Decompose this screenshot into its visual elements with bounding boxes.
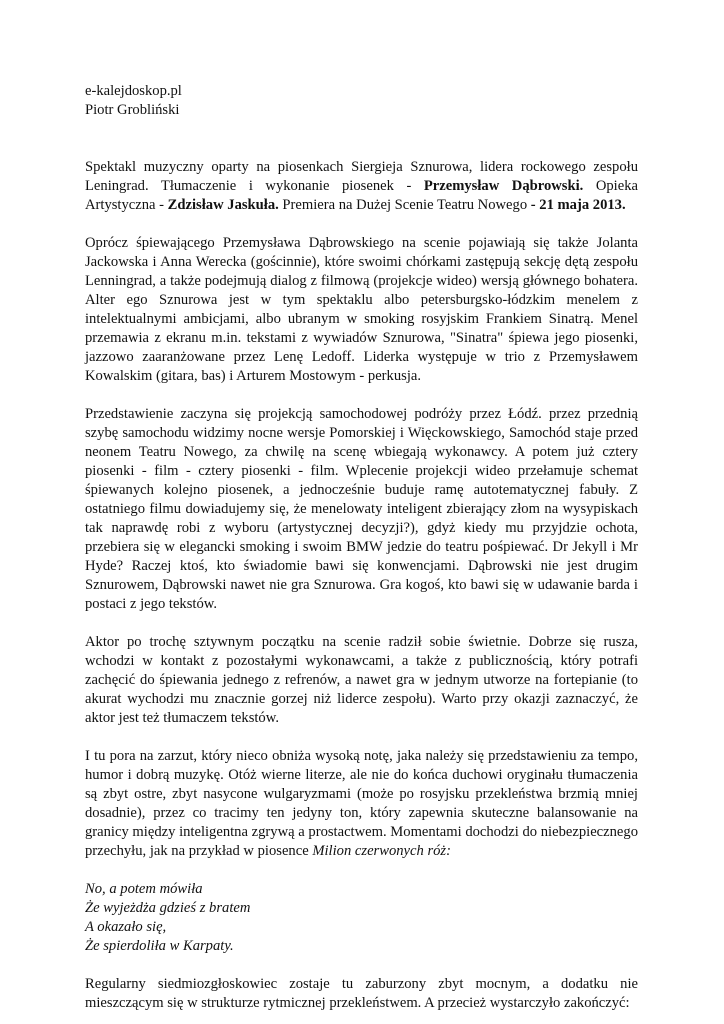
premiere-date: - 21 maja 2013. <box>530 197 626 213</box>
quote-line: A okazało się, <box>85 919 167 935</box>
quote-line: Że spierdoliła w Karpaty. <box>85 938 234 954</box>
intro-paragraph: Spektakl muzyczny oparty na piosenkach Siergieja Sznurowa, lidera rockowego zespołu Leningrad. Tłumaczenie i wykonanie piosenek - Przemysław Dąbrowski. Opieka Artystyczna - Zdzisław Jaskuła. Premiera na Dużej Scenie Teatru Nowego - 21 maja 2013. <box>85 159 638 213</box>
paragraph-cast: Oprócz śpiewającego Przemysława Dąbrowskiego na scenie pojawiają się także Jolanta Jackowska i Anna Werecka (gościnnie), które swoimi chórkami zastępują sekcję dętą zespołu Lenningrad, a także podejmują dialog z filmową (projekcje wideo) wersją głównego bohatera. Alter ego Sznurowa jest w tym spektaklu albo petersburgsko-łódzkim menelem z intelektualnymi ambicjami, albo ubranym w smoking rosyjskim Frankiem Sinatrą. Menel przemawia z ekranu m.in. tekstami z wywiadów Sznurowa, "Sinatra" śpiewa jego piosenki, jazzowo zaaranżowane przez Lenę Ledoff. Liderka występuje w trio z Przemysławem Kowalskim (gitara, bas) i Arturem Mostowym - perkusja. <box>85 235 638 384</box>
paragraph-actor: Aktor po trochę sztywnym początku na scenie radził sobie świetnie. Dobrze się rusza, wchodzi w kontakt z pozostałymi wykonawcami, a także z publicznością, który potrafi zachęcić do śpiewania jednego z refrenów, a nawet gra w jednym utworze na fortepianie (to akurat wychodzi mu znacznie gorzej niż liderce zespołu). Warto przy okazji zaznaczyć, że aktor jest też tłumaczem tekstów. <box>85 634 638 726</box>
paragraph-final: Regularny siedmiozgłoskowiec zostaje tu zaburzony zbyt mocnym, a dodatku nie mieszczącym się w strukturze rytmicznej przekleństwem. A przecież wystarczyło zakończyć: <box>85 976 638 1011</box>
document-page <box>85 82 638 1013</box>
paragraph-plot: Przedstawienie zaczyna się projekcją samochodowej podróży przez Łódź. przez przednią szybę samochodu widzimy nocne wersje Pomorskiej i Więckowskiego, Samochód staje przed neonem Teatru Nowego, za chwilę na scenę wbiegają wykonawcy. A potem już cztery piosenki - film - cztery piosenki - film. Wplecenie projekcji wideo przełamuje schemat śpiewanych kolejno piosenek, a jednocześnie buduje ramę autotematycznej fabuły. Z ostatniego filmu dowiadujemy się, że menelowaty inteligent zbierający złom na wysypiskach tak naprawdę robi z wyboru (artystycznej decyzji?), gdyż kiedy mu przyjdzie ochota, przebiera się w elegancki smoking i swoim BMW jedzie do teatru pośpiewać. Dr Jekyll i Mr Hyde? Raczej ktoś, kto świadomie bawi się konwencjami. Dąbrowski nie jest drugim Sznurowem, Dąbrowski nawet nie gra Sznurowa. Gra kogoś, kto bawi się w udawanie barda i postaci z jego tekstów. <box>85 406 638 612</box>
song-quote <box>85 880 638 956</box>
quote-line: Że wyjeżdża gdzieś z bratem <box>85 900 251 916</box>
paragraph-critique: I tu pora na zarzut, który nieco obniża wysoką notę, jaka należy się przedstawieniu za tempo, humor i dobrą muzykę. Otóż wierne literze, ale nie do końca duchowi oryginału tłumaczenia są zbyt ostre, zbyt nasycone wulgaryzmami (może po rosyjsku przekleństwa brzmią mniej dosadnie), przez co tracimy ten jedyny ton, który zapewnia skuteczne balansowanie na granicy między inteligentna zgrywą a prostactwem. Momentami dochodzi do niebezpiecznego przechyłu, jak na przykład w piosence Milion czerwonych róż: <box>85 748 638 859</box>
author-name: Piotr Grobliński <box>85 102 180 118</box>
artistic-director-name: Zdzisław Jaskuła. <box>167 197 279 213</box>
document-header <box>85 82 638 120</box>
site-name: e-kalejdoskop.pl <box>85 83 182 99</box>
quote-line: No, a potem mówiła <box>85 881 203 897</box>
song-title: Milion czerwonych róż: <box>312 843 451 859</box>
translator-name: Przemysław Dąbrowski. <box>423 178 584 194</box>
